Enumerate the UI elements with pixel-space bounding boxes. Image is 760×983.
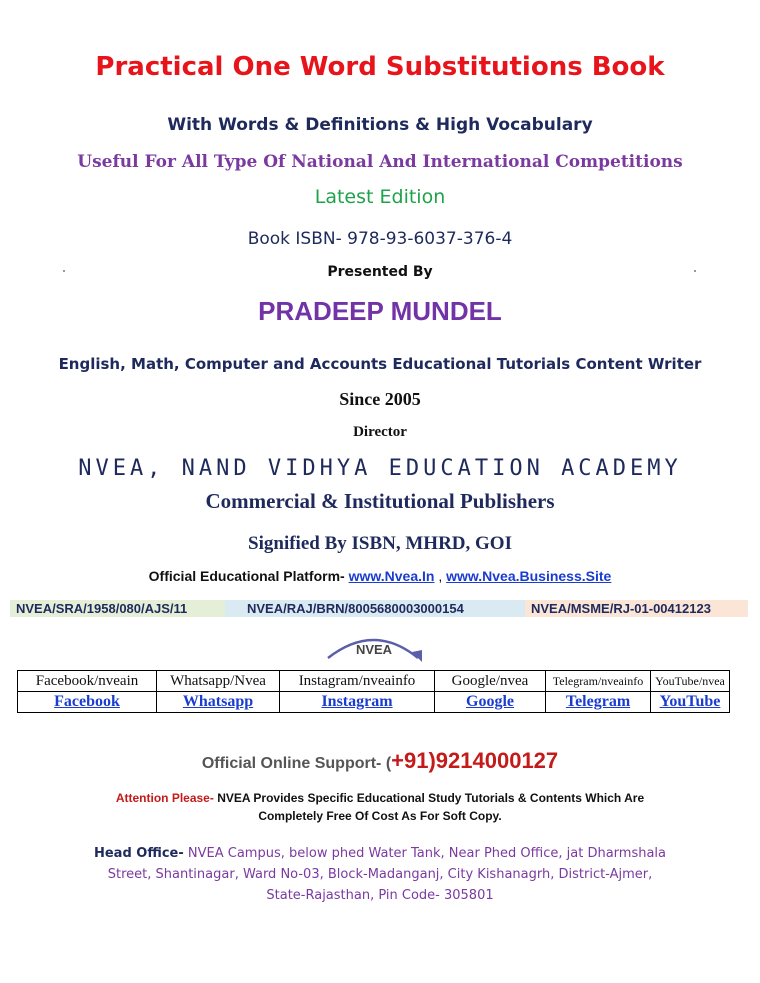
support-label: Official Online Support- ( <box>201 755 392 772</box>
book-title: Practical One Word Substitutions Book <box>95 52 665 82</box>
online-support <box>0 748 760 774</box>
cell-telegram <box>546 692 651 713</box>
handle-telegram: Telegram/nveainfo <box>546 671 651 692</box>
cell-facebook <box>18 692 157 713</box>
whatsapp-link[interactable]: Whatsapp <box>182 693 254 710</box>
platform-link-nvea-in[interactable]: www.Nvea.In <box>348 568 435 584</box>
handle-google: Google/nvea <box>435 671 546 692</box>
support-phone: +91)9214000127 <box>391 748 559 773</box>
registration-bar <box>10 600 748 617</box>
attention-line-1: NVEA Provides Specific Educational Study Tutorials & Contents Which Are <box>217 791 645 805</box>
registration-sra: NVEA/SRA/1958/080/AJS/11 <box>10 600 225 617</box>
handle-whatsapp: Whatsapp/Nvea <box>157 671 280 692</box>
telegram-link[interactable]: Telegram <box>565 693 631 710</box>
handle-facebook: Facebook/nveain <box>18 671 157 692</box>
attention-notice <box>0 789 760 825</box>
usefulness-line: Useful For All Type Of National And International Competitions <box>77 152 683 172</box>
head-office-label: Head Office- <box>93 846 184 861</box>
isbn-line: Book ISBN- 978-93-6037-376-4 <box>247 229 513 249</box>
handle-youtube: YouTube/nvea <box>651 671 730 692</box>
youtube-link[interactable]: YouTube <box>659 693 721 710</box>
address-line-3: State-Rajasthan, Pin Code- 305801 <box>266 888 494 903</box>
director-label: Director <box>353 424 407 440</box>
handle-instagram: Instagram/nveainfo <box>280 671 435 692</box>
cell-youtube <box>651 692 730 713</box>
official-platform <box>0 568 760 584</box>
attention-label: Attention Please- <box>115 791 214 805</box>
cell-instagram <box>280 692 435 713</box>
address-line-2: Street, Shantinagar, Ward No-03, Block-Madanganj, City Kishanagrh, District-Ajmer, <box>107 867 653 882</box>
registration-brn: NVEA/RAJ/BRN/8005680003000154 <box>225 600 525 617</box>
presented-by-label: Presented By <box>327 264 433 280</box>
signified-line: Signified By ISBN, MHRD, GOI <box>248 533 512 554</box>
facebook-link[interactable]: Facebook <box>54 693 120 710</box>
academy-name: NVEA, NAND VIDHYA EDUCATION ACADEMY <box>78 456 682 481</box>
since-year: Since 2005 <box>339 389 421 409</box>
social-links-table <box>17 670 730 713</box>
platform-label: Official Educational Platform- <box>148 568 345 584</box>
nvea-label: NVEA <box>355 642 393 657</box>
nvea-curved-arrow-icon <box>318 628 430 668</box>
attention-line-2: Completely Free Of Cost As For Soft Copy. <box>258 809 502 823</box>
author-name: PRADEEP MUNDEL <box>258 296 502 326</box>
cell-whatsapp <box>157 692 280 713</box>
edition-label: Latest Edition <box>314 186 446 208</box>
platform-separator: , <box>438 568 443 584</box>
google-link[interactable]: Google <box>466 693 514 710</box>
publishers-line: Commercial & Institutional Publishers <box>205 489 555 513</box>
author-tagline: English, Math, Computer and Accounts Educational Tutorials Content Writer <box>58 355 702 373</box>
registration-msme: NVEA/MSME/RJ-01-00412123 <box>525 600 748 617</box>
platform-link-business-site[interactable]: www.Nvea.Business.Site <box>446 568 612 584</box>
cell-google <box>435 692 546 713</box>
address-line-1: NVEA Campus, below phed Water Tank, Near Phed Office, jat Dharmshala <box>187 846 666 861</box>
book-subtitle: With Words & Definitions & High Vocabulary <box>167 115 593 135</box>
instagram-link[interactable]: Instagram <box>321 693 393 710</box>
head-office-address <box>0 843 760 906</box>
